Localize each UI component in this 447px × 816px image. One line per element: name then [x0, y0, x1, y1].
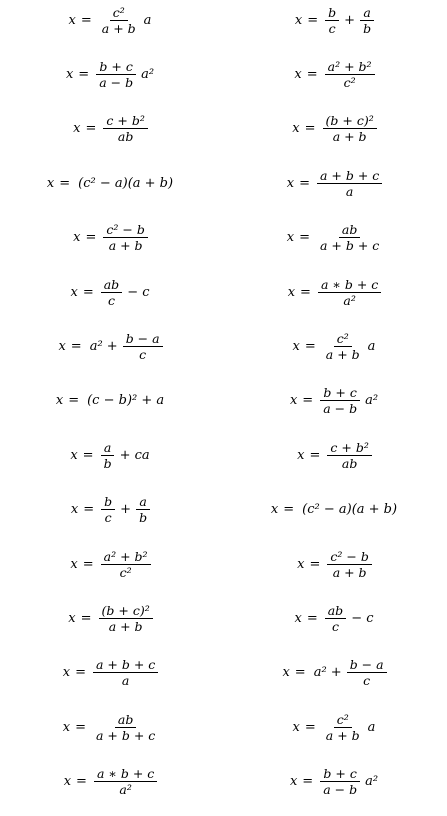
equation: [297, 549, 374, 580]
equation-row: [224, 373, 447, 429]
equation: [287, 168, 385, 199]
equation-lhs: x: [58, 338, 66, 354]
equation: [271, 502, 400, 517]
equation-lhs: x: [289, 393, 298, 409]
equation: [64, 766, 160, 797]
equation-lhs: x: [70, 284, 78, 300]
fraction: [101, 549, 151, 580]
equation-lhs: x: [292, 121, 300, 137]
equals-sign: =: [82, 556, 94, 572]
fraction-denominator: c: [107, 292, 115, 308]
fraction-denominator: c: [139, 346, 147, 362]
fraction-numerator: a ∗ b + c: [318, 277, 381, 293]
equation: [70, 277, 152, 308]
fraction-denominator: c²: [119, 564, 132, 580]
fraction: [320, 385, 360, 416]
expression-term: +: [344, 12, 356, 28]
fraction-denominator: a + b: [332, 564, 367, 580]
fraction: [323, 712, 363, 743]
equation-row: [224, 699, 447, 755]
fraction-numerator: c + b²: [103, 113, 147, 129]
equation-row: [0, 155, 223, 211]
fraction-numerator: b: [325, 5, 339, 21]
fraction-numerator: a + b + c: [93, 657, 158, 673]
fraction-denominator: a − b: [323, 782, 358, 798]
fraction: [323, 113, 377, 144]
fraction-numerator: a² + b²: [101, 549, 151, 565]
equation-row: [224, 0, 447, 48]
equals-sign: =: [304, 338, 316, 354]
equation: [70, 549, 152, 580]
equation-lhs: x: [286, 230, 295, 246]
expression-term: + ca: [119, 447, 150, 463]
equals-sign: =: [306, 66, 318, 82]
fraction-denominator: a²: [343, 292, 356, 308]
expression-term: +: [120, 502, 132, 518]
fraction: [101, 494, 115, 525]
equals-sign: =: [75, 665, 86, 681]
fraction-denominator: b: [139, 510, 148, 526]
equals-sign: =: [82, 284, 94, 300]
fraction-numerator: c²: [334, 712, 352, 728]
fraction-numerator: a² + b²: [325, 59, 375, 75]
equation-row: [224, 427, 447, 483]
fraction-denominator: a + b: [332, 129, 367, 145]
equals-sign: =: [283, 502, 295, 518]
fraction-denominator: a + b: [108, 238, 143, 254]
equation-row: [0, 46, 223, 102]
fraction: [101, 277, 122, 308]
fraction-denominator: ab: [341, 455, 358, 471]
fraction-denominator: ab: [117, 129, 134, 145]
equals-sign: =: [80, 12, 92, 28]
equals-sign: =: [304, 719, 316, 735]
equation-row: [224, 210, 447, 266]
equation-lhs: x: [270, 502, 279, 518]
expression-term: a: [367, 338, 376, 354]
expression-term: a: [143, 12, 152, 28]
equation: [68, 603, 154, 634]
fraction-numerator: b − a: [123, 331, 163, 347]
equation-lhs: x: [287, 284, 296, 300]
fraction-numerator: ab: [339, 222, 360, 238]
fraction: [103, 113, 147, 144]
equation: [294, 603, 376, 634]
equation: [73, 222, 150, 253]
fraction-denominator: a − b: [323, 401, 358, 417]
equation-row: [0, 754, 223, 810]
equals-sign: =: [300, 284, 311, 300]
fraction-numerator: c + b²: [327, 440, 371, 456]
equation: [69, 5, 155, 36]
fraction-numerator: ab: [325, 603, 346, 619]
equals-sign: =: [78, 66, 90, 82]
expression-term: a²: [365, 774, 379, 790]
equals-sign: =: [85, 121, 97, 137]
equation: [71, 494, 152, 525]
fraction-numerator: (b + c)²: [323, 113, 377, 129]
fraction-numerator: c² − b: [327, 549, 371, 565]
equation-row: [0, 101, 223, 157]
equation-row: [0, 318, 223, 374]
fraction: [325, 603, 346, 634]
fraction: [93, 712, 158, 743]
fraction: [99, 603, 153, 634]
equals-sign: =: [299, 230, 310, 246]
fraction: [96, 59, 136, 90]
expression-term: a² +: [313, 665, 342, 681]
equation-lhs: x: [282, 665, 290, 681]
fraction-denominator: a + b + c: [319, 238, 380, 254]
fraction-numerator: c²: [334, 331, 352, 347]
expression-term: a²: [141, 66, 155, 82]
equals-sign: =: [299, 175, 310, 191]
equation-lhs: x: [294, 610, 302, 626]
fraction-numerator: a: [360, 5, 373, 21]
equals-sign: =: [309, 447, 321, 463]
equation-lhs: x: [62, 719, 71, 735]
equation-row: [0, 482, 223, 538]
equation-row: [224, 482, 447, 538]
equation-row: [224, 264, 447, 320]
equation: [47, 176, 176, 191]
equation-lhs: x: [70, 502, 79, 518]
fraction-denominator: a²: [119, 782, 132, 798]
expression-term: − c: [127, 284, 150, 300]
fraction: [320, 766, 360, 797]
equation-row: [224, 754, 447, 810]
expression-term: (c² − a)(a + b): [78, 175, 174, 191]
equation: [287, 222, 385, 253]
equation-lhs: x: [68, 610, 76, 626]
fraction: [323, 331, 363, 362]
equation-lhs: x: [46, 175, 55, 191]
expression-term: a²: [365, 393, 379, 409]
equation: [292, 113, 378, 144]
equation: [73, 113, 150, 144]
equation-row: [0, 645, 223, 701]
equals-sign: =: [80, 610, 92, 626]
equals-sign: =: [309, 556, 321, 572]
fraction-numerator: ab: [115, 712, 136, 728]
equation-row: [0, 427, 223, 483]
fraction-denominator: a: [345, 183, 354, 199]
fraction-denominator: c²: [343, 74, 356, 90]
fraction-denominator: c: [331, 618, 339, 634]
fraction: [325, 5, 339, 36]
equation-lhs: x: [70, 556, 78, 572]
equation: [293, 712, 379, 743]
equals-sign: =: [294, 665, 306, 681]
fraction-numerator: a ∗ b + c: [94, 766, 157, 782]
equation: [297, 440, 374, 471]
fraction-numerator: a: [101, 440, 114, 456]
equation: [288, 277, 384, 308]
fraction-denominator: a + b: [325, 346, 360, 362]
equation-row: [0, 264, 223, 320]
equation: [70, 440, 152, 471]
equation-lhs: x: [73, 121, 81, 137]
equation: [290, 385, 381, 416]
equals-sign: =: [302, 393, 314, 409]
equation-lhs: x: [294, 66, 302, 82]
fraction: [317, 222, 382, 253]
equation-lhs: x: [292, 338, 300, 354]
fraction-denominator: a + b: [101, 20, 136, 36]
equation-row: [0, 0, 223, 48]
equation: [58, 331, 164, 362]
equals-sign: =: [82, 447, 94, 463]
fraction-denominator: a + b: [108, 618, 143, 634]
fraction: [123, 331, 163, 362]
equation: [293, 331, 379, 362]
equation-lhs: x: [68, 12, 76, 28]
equation-row: [0, 373, 223, 429]
fraction: [93, 657, 158, 688]
equation: [282, 657, 388, 688]
equation: [56, 393, 167, 408]
fraction-numerator: b − a: [347, 657, 387, 673]
equation-row: [0, 699, 223, 755]
equals-sign: =: [307, 12, 319, 28]
equals-sign: =: [59, 175, 71, 191]
fraction-denominator: b: [363, 20, 372, 36]
fraction-numerator: b + c: [96, 59, 135, 75]
fraction-numerator: a: [136, 494, 149, 510]
fraction-numerator: b + c: [320, 385, 359, 401]
fraction-denominator: c: [104, 510, 112, 526]
equals-sign: =: [75, 719, 86, 735]
fraction: [101, 440, 115, 471]
equation: [63, 657, 161, 688]
equation: [294, 59, 376, 90]
equation: [63, 712, 161, 743]
equation-lhs: x: [73, 230, 81, 246]
equals-sign: =: [302, 774, 314, 790]
expression-term: a² +: [89, 338, 118, 354]
fraction: [325, 59, 375, 90]
equals-sign: =: [76, 774, 87, 790]
fraction-denominator: a: [121, 673, 130, 689]
equation-lhs: x: [55, 393, 64, 409]
fraction-denominator: a + b + c: [95, 727, 156, 743]
equation-lhs: x: [70, 447, 78, 463]
equals-sign: =: [70, 338, 82, 354]
equation-row: [224, 101, 447, 157]
fraction: [360, 5, 374, 36]
fraction: [327, 549, 371, 580]
equation-lhs: x: [62, 665, 71, 681]
equals-sign: =: [85, 230, 97, 246]
equation-row: [224, 46, 447, 102]
equation: [295, 5, 376, 36]
equals-sign: =: [306, 610, 318, 626]
fraction-denominator: a − b: [99, 74, 134, 90]
equation-row: [224, 645, 447, 701]
equation-row: [224, 318, 447, 374]
fraction: [318, 277, 381, 308]
equation-lhs: x: [297, 447, 305, 463]
equation-row: [0, 590, 223, 646]
expression-term: (c − b)² + a: [87, 393, 165, 409]
equation: [290, 766, 381, 797]
equals-sign: =: [83, 502, 95, 518]
fraction: [136, 494, 150, 525]
expression-term: (c² − a)(a + b): [302, 502, 398, 518]
fraction: [94, 766, 157, 797]
equation-row: [0, 536, 223, 592]
fraction-numerator: c²: [110, 5, 128, 21]
fraction-numerator: b: [101, 494, 115, 510]
equation-lhs: x: [65, 66, 74, 82]
fraction: [317, 168, 382, 199]
equation-lhs: x: [292, 719, 300, 735]
equation-row: [224, 155, 447, 211]
equals-sign: =: [68, 393, 80, 409]
equation-lhs: x: [294, 12, 303, 28]
fraction: [99, 5, 139, 36]
equation-row: [224, 590, 447, 646]
fraction-numerator: c² − b: [103, 222, 147, 238]
expression-term: a: [367, 719, 376, 735]
fraction-numerator: (b + c)²: [99, 603, 153, 619]
fraction: [103, 222, 147, 253]
equation-row: [0, 210, 223, 266]
fraction-numerator: a + b + c: [317, 168, 382, 184]
equation-lhs: x: [286, 175, 295, 191]
equation-lhs: x: [297, 556, 305, 572]
equation: [66, 59, 157, 90]
fraction-denominator: b: [103, 455, 112, 471]
fraction: [327, 440, 371, 471]
fraction: [347, 657, 387, 688]
equation-row: [224, 536, 447, 592]
fraction-denominator: a + b: [325, 727, 360, 743]
equation-lhs: x: [289, 774, 298, 790]
fraction-denominator: c: [328, 20, 336, 36]
fraction-numerator: ab: [101, 277, 122, 293]
fraction-denominator: c: [363, 673, 371, 689]
equals-sign: =: [304, 121, 316, 137]
equation-lhs: x: [63, 774, 72, 790]
expression-term: − c: [351, 610, 374, 626]
fraction-numerator: b + c: [320, 766, 359, 782]
